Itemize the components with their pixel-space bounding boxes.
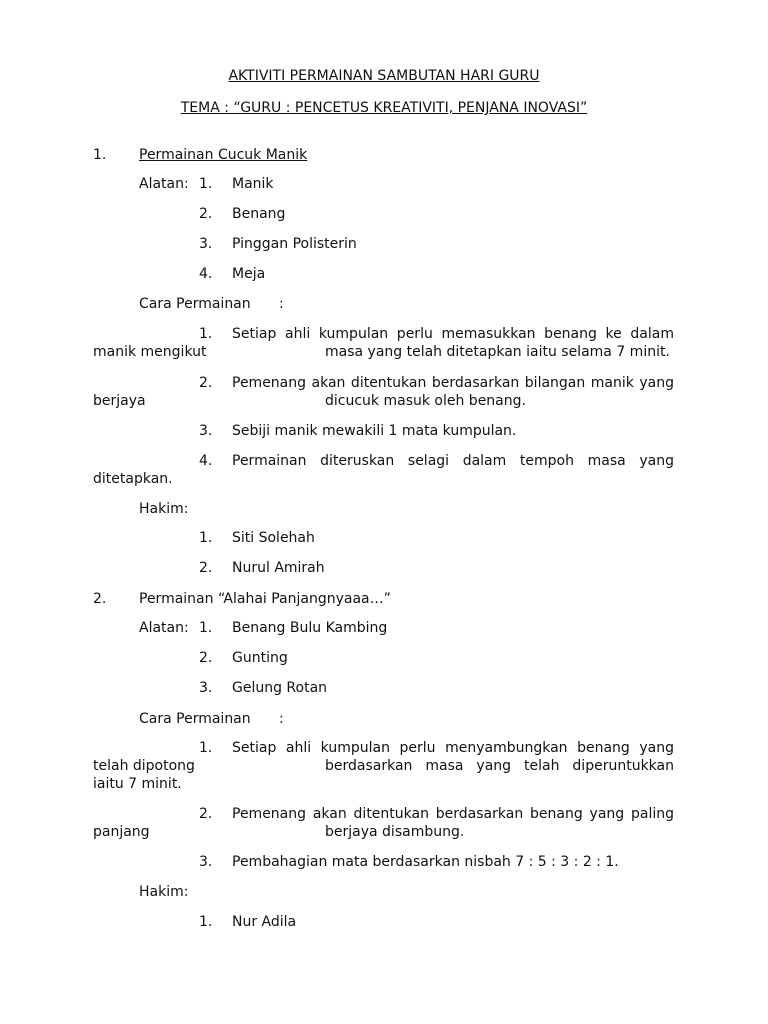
list-item: Nur Adila xyxy=(232,914,297,930)
list-item-number: 1. xyxy=(199,740,213,756)
section-1-hakim-label: Hakim: xyxy=(139,501,189,517)
list-item-number: 1. xyxy=(199,914,213,930)
cara-line-lead: ditetapkan. xyxy=(93,471,173,487)
cara-line: Setiap ahli kumpulan perlu menyambungkan benang yang xyxy=(232,740,674,756)
cara-line: dicucuk masuk oleh benang. xyxy=(325,393,526,409)
list-item: Manik xyxy=(232,176,274,192)
cara-line: Pembahagian mata berdasarkan nisbah 7 : 5 : 3 : 2 : 1. xyxy=(232,854,619,870)
list-item: Benang xyxy=(232,206,286,222)
cara-line: Sebiji manik mewakili 1 mata kumpulan. xyxy=(232,423,517,439)
cara-line: Pemenang akan ditentukan berdasarkan benang yang paling xyxy=(232,806,674,822)
list-item: Meja xyxy=(232,266,266,282)
list-item: Pinggan Polisterin xyxy=(232,236,357,252)
section-2-cara-label: Cara Permainan xyxy=(139,711,251,727)
list-item-number: 3. xyxy=(199,680,213,696)
cara-line-lead: manik mengikut xyxy=(93,344,207,360)
section-1-number: 1. xyxy=(93,147,107,163)
cara-line: Permainan diteruskan selagi dalam tempoh masa yang xyxy=(232,453,674,469)
section-2-cara-colon: : xyxy=(279,711,284,727)
list-item-number: 2. xyxy=(199,650,213,666)
list-item-number: 1. xyxy=(199,326,213,342)
list-item-number: 3. xyxy=(199,236,213,252)
list-item-number: 2. xyxy=(199,806,213,822)
cara-line: berdasarkan masa yang telah diperuntukkan xyxy=(325,758,674,774)
theme-value: “GURU : PENCETUS KREATIVITI, PENJANA INOVASI” xyxy=(233,100,588,116)
section-1-cara-colon: : xyxy=(279,296,284,312)
cara-line-tail: iaitu 7 minit. xyxy=(93,776,182,792)
list-item-number: 2. xyxy=(199,560,213,576)
cara-line-lead: telah dipotong xyxy=(93,758,195,774)
section-2-number: 2. xyxy=(93,591,107,607)
list-item-number: 3. xyxy=(199,854,213,870)
list-item: Gelung Rotan xyxy=(232,680,328,696)
list-item-number: 4. xyxy=(199,266,213,282)
list-item: Siti Solehah xyxy=(232,530,315,546)
cara-line: Setiap ahli kumpulan perlu memasukkan benang ke dalam xyxy=(232,326,674,342)
list-item: Nurul Amirah xyxy=(232,560,325,576)
cara-line: berjaya disambung. xyxy=(325,824,465,840)
list-item-number: 3. xyxy=(199,423,213,439)
section-1-alatan-label: Alatan: xyxy=(139,176,189,192)
list-item-number: 4. xyxy=(199,453,213,469)
list-item: Gunting xyxy=(232,650,288,666)
list-item-number: 2. xyxy=(199,206,213,222)
cara-line: masa yang telah ditetapkan iaitu selama 7 minit. xyxy=(325,344,670,360)
document-theme xyxy=(0,99,768,117)
list-item-number: 1. xyxy=(199,176,213,192)
document-title: AKTIVITI PERMAINAN SAMBUTAN HARI GURU xyxy=(228,68,540,84)
list-item-number: 1. xyxy=(199,530,213,546)
list-item-number: 2. xyxy=(199,375,213,391)
cara-line-lead: berjaya xyxy=(93,393,146,409)
section-2-alatan-label: Alatan: xyxy=(139,620,189,636)
section-2-title: Permainan “Alahai Panjangnyaaa…” xyxy=(139,591,391,607)
section-1-title: Permainan Cucuk Manik xyxy=(139,147,308,163)
list-item: Benang Bulu Kambing xyxy=(232,620,388,636)
section-2-hakim-label: Hakim: xyxy=(139,884,189,900)
theme-label: TEMA : xyxy=(180,100,229,116)
list-item-number: 1. xyxy=(199,620,213,636)
cara-line: Pemenang akan ditentukan berdasarkan bilangan manik yang xyxy=(232,375,674,391)
section-1-cara-label: Cara Permainan xyxy=(139,296,251,312)
cara-line-lead: panjang xyxy=(93,824,150,840)
